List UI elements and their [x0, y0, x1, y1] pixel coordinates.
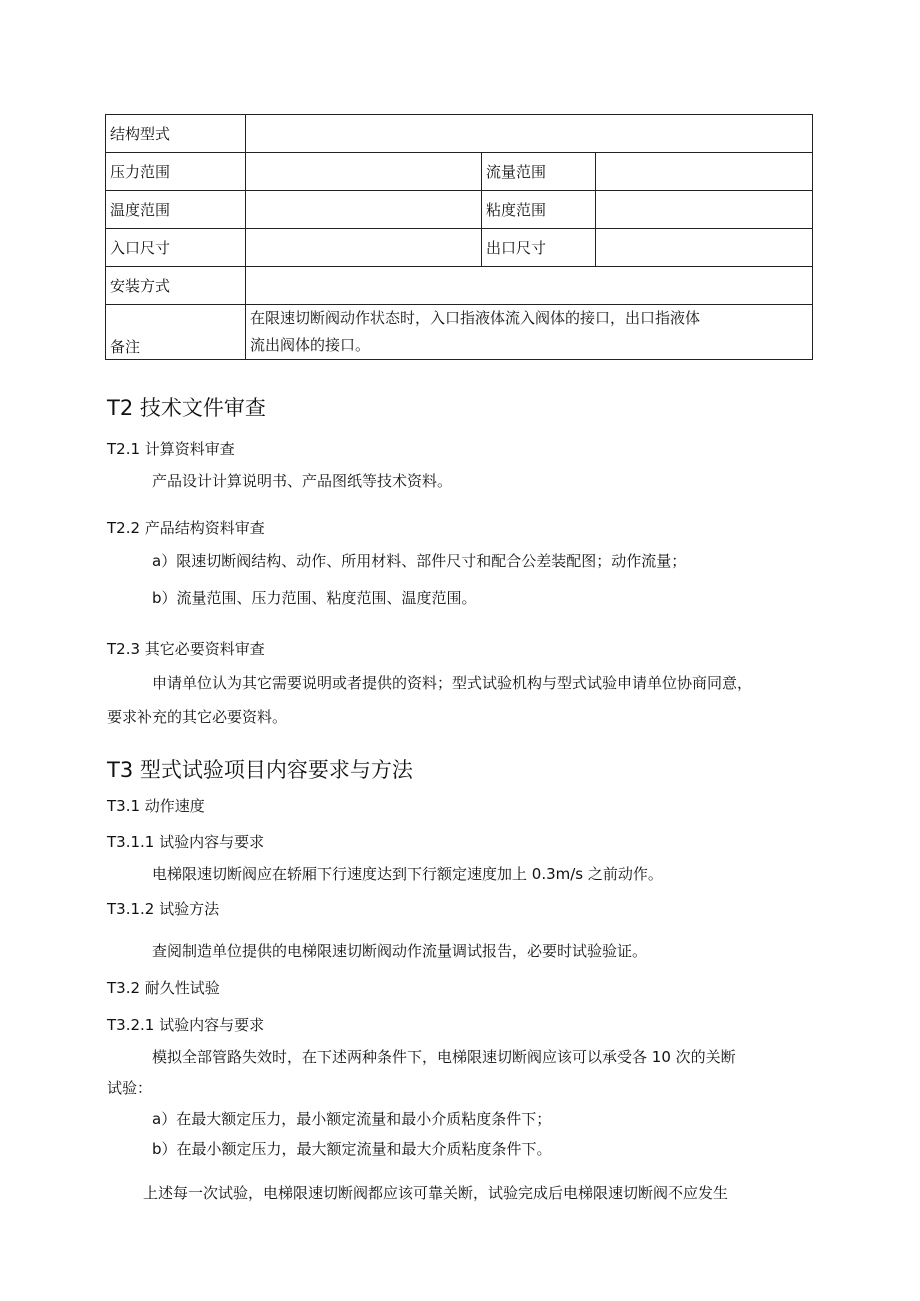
paragraph: 电梯限速切断阀应在轿厢下行速度达到下行额定速度加上 0.3m/s 之前动作。: [152, 865, 663, 883]
list-item: a）限速切断阀结构、动作、所用材料、部件尺寸和配合公差装配图；动作流量；: [152, 552, 687, 570]
temp-label: 温度范围: [106, 191, 246, 229]
subsection-title-t3-1-2: T3.1.2 试验方法: [107, 900, 220, 918]
flow-label: 流量范围: [482, 153, 596, 191]
note-text-line: 在限速切断阀动作状态时，入口指液体流入阀体的接口，出口指液体: [250, 309, 701, 327]
subsection-title-t2-1: T2.1 计算资料审查: [107, 440, 235, 458]
table-row: [106, 305, 813, 360]
table-row: [106, 153, 813, 191]
note-label: 备注: [106, 305, 246, 360]
paragraph: 要求补充的其它必要资料。: [107, 708, 288, 726]
list-item: b）流量范围、压力范围、粘度范围、温度范围。: [152, 589, 477, 607]
pressure-value: [246, 153, 482, 191]
paragraph: 查阅制造单位提供的电梯限速切断阀动作流量调试报告，必要时试验验证。: [152, 942, 648, 960]
outlet-value: [596, 229, 813, 267]
list-item: a）在最大额定压力，最小额定流量和最小介质粘度条件下；: [152, 1110, 552, 1128]
subsection-title-t3-2-1: T3.2.1 试验内容与要求: [107, 1016, 265, 1034]
table-row: [106, 229, 813, 267]
valve-spec-table: [105, 114, 813, 360]
viscosity-label: 粘度范围: [482, 191, 596, 229]
list-item: b）在最小额定压力，最大额定流量和最大介质粘度条件下。: [152, 1140, 552, 1158]
subsection-title-t3-1-1: T3.1.1 试验内容与要求: [107, 833, 265, 851]
section-title-t2: T2 技术文件审查: [107, 396, 266, 420]
structure-label: 结构型式: [106, 115, 246, 153]
structure-value: [246, 115, 813, 153]
subsection-title-t2-2: T2.2 产品结构资料审查: [107, 519, 265, 537]
inlet-label: 入口尺寸: [106, 229, 246, 267]
table-row: [106, 191, 813, 229]
note-text: [246, 305, 813, 360]
install-label: 安装方式: [106, 267, 246, 305]
temp-value: [246, 191, 482, 229]
section-title-t3: T3 型式试验项目内容要求与方法: [107, 758, 413, 782]
note-text-line: 流出阀体的接口。: [250, 336, 371, 354]
subsection-title-t3-2: T3.2 耐久性试验: [107, 979, 220, 997]
table-row: [106, 267, 813, 305]
subsection-title-t3-1: T3.1 动作速度: [107, 797, 205, 815]
inlet-value: [246, 229, 482, 267]
pressure-label: 压力范围: [106, 153, 246, 191]
table-row: [106, 115, 813, 153]
viscosity-value: [596, 191, 813, 229]
subsection-title-t2-3: T2.3 其它必要资料审查: [107, 640, 265, 658]
paragraph: 模拟全部管路失效时，在下述两种条件下，电梯限速切断阀应该可以承受各 10 次的关断: [152, 1048, 736, 1066]
paragraph: 试验：: [107, 1079, 153, 1097]
paragraph: 上述每一次试验，电梯限速切断阀都应该可靠关断，试验完成后电梯限速切断阀不应发生: [143, 1184, 729, 1202]
paragraph: 产品设计计算说明书、产品图纸等技术资料。: [152, 472, 453, 490]
install-value: [246, 267, 813, 305]
flow-value: [596, 153, 813, 191]
paragraph: 申请单位认为其它需要说明或者提供的资料；型式试验机构与型式试验申请单位协商同意，: [152, 674, 753, 692]
outlet-label: 出口尺寸: [482, 229, 596, 267]
